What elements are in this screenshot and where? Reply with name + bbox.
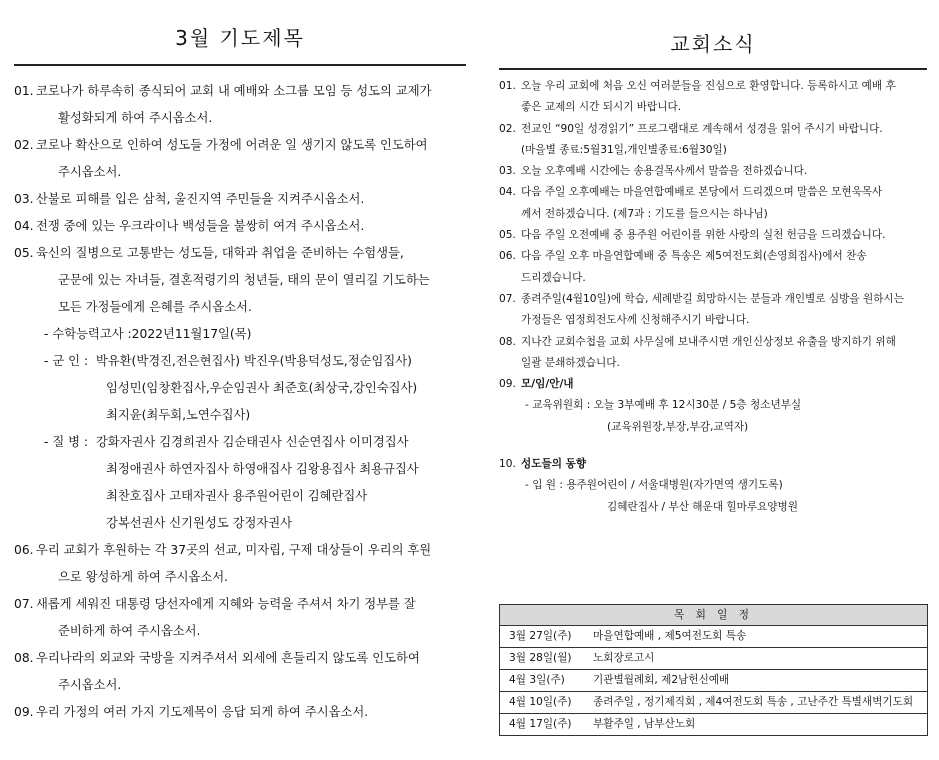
news-item — [499, 289, 927, 332]
news-item-body — [521, 246, 927, 289]
schedule-date: 4월 10일(주) — [509, 696, 572, 708]
news-item — [499, 332, 927, 375]
schedule-event: 기관별월례회, 제2남헌신예배 — [593, 674, 730, 686]
news-item-text: 좋은 교제의 시간 되시기 바랍니다. — [521, 101, 682, 114]
prayer-item-number: 06. — [14, 543, 34, 557]
news-item-text: 께서 전하겠습니다. (제7과 : 기도를 들으시는 하나님) — [521, 207, 768, 220]
prayer-item-number: 08. — [14, 651, 34, 665]
prayer-item-number: 01. — [14, 84, 34, 98]
news-item — [499, 161, 927, 182]
schedule-row — [499, 670, 928, 692]
prayer-item-text: 코로나가 하루속히 종식되어 교회 내 예배와 소그룹 모임 등 성도의 교제가 — [36, 84, 432, 98]
news-item-body — [521, 76, 927, 119]
news-item — [499, 182, 927, 225]
news-item-text: 오늘 우리 교회에 처음 오신 여러분들을 진심으로 환영합니다. 등록하시고 예배 후 — [521, 80, 896, 92]
prayer-item-text: 전쟁 중에 있는 우크라이나 백성들을 불쌍히 여겨 주시옵소서. — [36, 219, 365, 233]
prayer-item-text: 새롭게 세워진 대통령 당선자에게 지혜와 능력을 주셔서 차기 정부를 잘 — [36, 597, 416, 611]
prayer-topics-column — [14, 0, 466, 726]
news-item-text: 다음 주일 오후 마을연합예배 중 특송은 제5여전도회(손영희집사)에서 찬송 — [521, 250, 867, 263]
schedule-row — [499, 692, 928, 714]
prayer-item-text: 산불로 피해를 입은 삼척, 울진지역 주민들을 지켜주시옵소서. — [36, 192, 365, 206]
prayer-item — [14, 537, 466, 591]
prayer-item — [14, 591, 466, 645]
military-list-names: 박유환(박경진,전은현집사) 박진우(박용덕성도,정순임집사) — [95, 354, 412, 368]
schedule-event: 마을연합예배 , 제5여전도회 특송 — [593, 630, 747, 642]
prayer-item — [14, 132, 466, 186]
meeting-notice-detail: - 교육위원회 : 오늘 3부예배 후 12시30분 / 5층 청소년부실 — [525, 399, 802, 412]
news-item-body — [521, 161, 927, 182]
prayer-item-number: 09. — [14, 705, 34, 719]
news-item-number: 02. — [499, 122, 516, 135]
military-list-line — [14, 348, 466, 375]
prayer-topics-list — [14, 78, 466, 726]
news-item-number: 04. — [499, 186, 516, 199]
member-news-number: 10. — [499, 458, 516, 471]
news-item-body — [521, 289, 927, 332]
military-list-names: 최지윤(최두회,노연수집사) — [106, 408, 251, 422]
schedule-row — [499, 648, 928, 670]
news-item-number: 08. — [499, 335, 516, 348]
news-item-body — [521, 182, 927, 225]
prayer-item-text: 모든 가정들에게 은혜를 주시옵소서. — [58, 300, 252, 314]
news-item-text: 일괄 분쇄하겠습니다. — [521, 356, 620, 369]
schedule-event: 종려주일 , 정기제직회 , 제4여전도회 특송 , 고난주간 특별새벽기도회 — [593, 696, 914, 708]
prayer-item-body — [36, 240, 466, 321]
church-news-title-divider — [499, 68, 927, 70]
prayer-item-number: 04. — [14, 219, 34, 233]
news-item — [499, 246, 927, 289]
church-news-column — [499, 0, 927, 518]
prayer-topics-title: 3월 기도제목 — [175, 26, 305, 50]
news-item-text: 드리겠습니다. — [521, 271, 586, 284]
illness-list-names: 최찬호집사 고태자권사 용주원어린이 김혜란집사 — [106, 489, 368, 503]
prayer-item — [14, 645, 466, 699]
military-list-label: - 군 인 : — [44, 354, 96, 368]
military-list-names: 임성민(임창환집사,우순임권사 최준호(최상국,강인숙집사) — [106, 381, 418, 395]
church-news-list — [499, 76, 927, 518]
prayer-item-body — [36, 213, 466, 240]
news-item-body — [521, 332, 927, 375]
exam-date-label: - 수학능력고사 : — [44, 327, 132, 341]
exam-date-line — [14, 321, 466, 348]
prayer-item-text: 으로 왕성하게 하여 주시옵소서. — [58, 570, 229, 584]
member-news — [499, 454, 927, 475]
meeting-notice-title: 모/임/안/내 — [521, 378, 574, 391]
meeting-notice — [499, 374, 927, 395]
member-news-detail: - 입 원 : 용주원어린이 / 서울대병원(자가면역 생기도록) — [525, 479, 783, 492]
schedule-event: 부활주일 , 남부산노회 — [593, 718, 696, 730]
news-item-number: 06. — [499, 250, 516, 263]
news-item-text: 다음 주일 오전예배 중 용주원 어린이를 위한 사랑의 실천 헌금을 드리겠습니다. — [521, 229, 886, 242]
prayer-item-text: 준비하게 하여 주시옵소서. — [58, 624, 201, 638]
illness-list-label: - 질 병 : — [44, 435, 96, 449]
prayer-item-text: 활성화되게 하여 주시옵소서. — [58, 111, 213, 125]
prayer-item-text: 육신의 질병으로 고통받는 성도들, 대학과 취업을 준비하는 수험생들, — [36, 246, 404, 260]
prayer-item-number: 03. — [14, 192, 34, 206]
illness-list-names: 최정애권사 하연자집사 하영애집사 김왕용집사 최용규집사 — [106, 462, 419, 476]
schedule-row — [499, 626, 928, 648]
news-item-text: 가정들은 엽정희전도사께 신청해주시기 바랍니다. — [521, 314, 750, 327]
illness-list-line — [14, 429, 466, 456]
news-item-text: (마을별 종료:5월31일,개인별종료:6월30일) — [521, 143, 727, 156]
prayer-item-text: 우리나라의 외교와 국방을 지켜주셔서 외세에 흔들리지 않도록 인도하여 — [36, 651, 420, 665]
news-item-text: 다음 주일 오후예배는 마을연합예배로 본당에서 드리겠으며 말씀은 모현욱목사 — [521, 186, 883, 199]
news-item-body — [521, 119, 927, 162]
news-item-body — [521, 225, 927, 246]
news-item-text: 종려주일(4월10일)에 학습, 세례받길 희망하시는 분들과 개인별로 심방을 원하시는 — [521, 292, 904, 305]
prayer-item — [14, 240, 466, 321]
illness-list-names: 강복선권사 신기원성도 강정자권사 — [106, 516, 292, 530]
prayer-item — [14, 699, 466, 726]
news-item — [499, 76, 927, 119]
prayer-item — [14, 186, 466, 213]
meeting-notice-number: 09. — [499, 378, 516, 391]
prayer-item-body — [36, 537, 466, 591]
prayer-item-number: 02. — [14, 138, 34, 152]
church-news-title: 교회소식 — [670, 32, 756, 56]
schedule-event: 노회장로고시 — [593, 652, 655, 664]
news-item-number: 07. — [499, 292, 516, 305]
news-item-number: 01. — [499, 80, 516, 92]
member-news-title: 성도들의 동향 — [521, 458, 587, 471]
news-item-text: 오늘 오후예배 시간에는 송용걸목사께서 말씀을 전하겠습니다. — [521, 165, 808, 178]
prayer-item — [14, 78, 466, 132]
news-item — [499, 225, 927, 246]
schedule-date: 3월 28일(월) — [509, 652, 572, 664]
schedule-header: 목 회 일 정 — [499, 604, 928, 626]
prayer-item-text: 주시옵소서. — [58, 165, 122, 179]
prayer-item-body — [36, 132, 466, 186]
exam-date-value: 2022년11월17일(목) — [131, 327, 252, 341]
schedule-date: 3월 27일(주) — [509, 630, 572, 642]
prayer-item-body — [36, 645, 466, 699]
schedule-date: 4월 3일(주) — [509, 674, 565, 686]
prayer-title-divider — [14, 64, 466, 66]
prayer-item-text: 코로나 확산으로 인하여 성도들 가정에 어려운 일 생기지 않도록 인도하여 — [36, 138, 428, 152]
news-item-text: 전교인 “90일 성경읽기” 프로그램대로 계속해서 성경을 읽어 주시기 바랍니다. — [521, 122, 883, 135]
meeting-notice-detail-cont: (교육위원장,부장,부감,교역자) — [607, 420, 749, 433]
prayer-item-text: 주시옵소서. — [58, 678, 122, 692]
prayer-item-body — [36, 591, 466, 645]
illness-list-names: 강화자권사 김경희권사 김순태권사 신순연집사 이미경집사 — [95, 435, 409, 449]
prayer-item-body — [36, 78, 466, 132]
schedule-row — [499, 714, 928, 736]
schedule-date: 4월 17일(주) — [509, 718, 572, 730]
news-item-text: 지나간 교회수첩을 교회 사무실에 보내주시면 개인신상정보 유출을 방지하기 위해 — [521, 335, 896, 348]
prayer-item-text: 우리 교회가 후원하는 각 37곳의 선교, 미자립, 구제 대상들이 우리의 후원 — [36, 543, 432, 557]
spacer — [499, 438, 927, 454]
prayer-item-text: 군문에 있는 자녀들, 결혼적령기의 청년들, 태의 문이 열리길 기도하는 — [58, 273, 430, 287]
member-news-detail-cont: 김혜란집사 / 부산 해운대 힐마루요양병원 — [607, 500, 799, 513]
schedule-table — [499, 604, 928, 736]
prayer-item-text: 우리 가정의 여러 가지 기도제목이 응답 되게 하여 주시옵소서. — [36, 705, 369, 719]
prayer-item — [14, 213, 466, 240]
news-item-number: 03. — [499, 165, 516, 178]
prayer-item-number: 07. — [14, 597, 34, 611]
prayer-item-body — [36, 186, 466, 213]
news-item — [499, 119, 927, 162]
news-item-number: 05. — [499, 229, 516, 242]
prayer-item-body — [36, 699, 466, 726]
prayer-item-number: 05. — [14, 246, 34, 260]
